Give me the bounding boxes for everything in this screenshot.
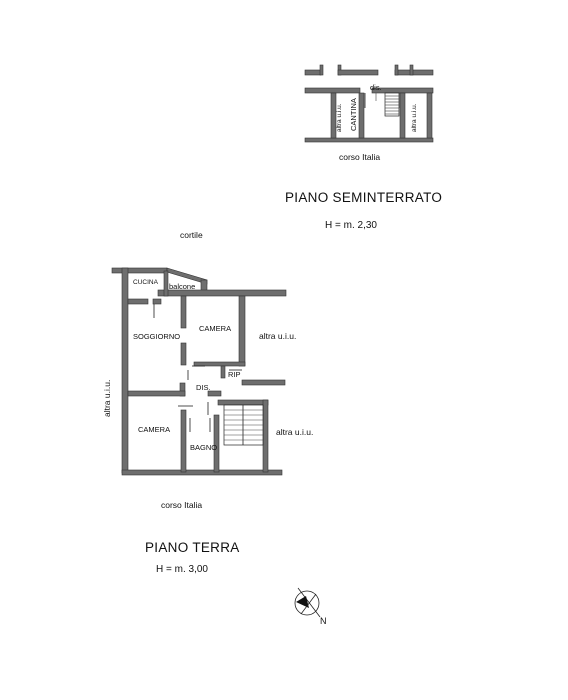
basement-wall bbox=[320, 65, 323, 75]
ground-outer-wall bbox=[242, 380, 285, 385]
basement-altra-left-label: altra u.i.u. bbox=[336, 103, 343, 132]
balcony-partition bbox=[164, 271, 168, 296]
courtyard-label: cortile bbox=[180, 230, 203, 240]
kitchen-wall bbox=[153, 299, 161, 304]
altra-right-bottom-label: altra u.i.u. bbox=[276, 427, 314, 437]
bathroom-wall bbox=[181, 410, 186, 472]
basement-wall bbox=[395, 70, 433, 75]
camera-top-wall bbox=[239, 296, 245, 366]
soggiorno-label: SOGGIORNO bbox=[133, 332, 181, 341]
ground-outer-wall bbox=[122, 268, 128, 473]
balcone-label: balcone bbox=[169, 282, 196, 291]
hall-wall bbox=[128, 391, 185, 396]
north-compass bbox=[295, 588, 327, 626]
ground-outer-wall bbox=[122, 470, 282, 475]
rip-wall bbox=[221, 366, 225, 378]
basement-wall bbox=[395, 65, 398, 75]
basement-height: H = m. 2,30 bbox=[325, 220, 377, 231]
camera-bottom-label: CAMERA bbox=[138, 425, 171, 434]
ground-street-label: corso Italia bbox=[161, 500, 203, 510]
basement-street-wall bbox=[305, 138, 433, 142]
basement-wall bbox=[305, 88, 360, 93]
rip-label: RIP bbox=[228, 370, 241, 379]
ground-title: PIANO TERRA bbox=[145, 540, 240, 555]
altra-right-top-label: altra u.i.u. bbox=[259, 331, 297, 341]
kitchen-wall bbox=[128, 299, 148, 304]
basement-dis-label: dis. bbox=[370, 83, 382, 92]
basement-wall bbox=[338, 70, 378, 75]
altra-left-label: altra u.i.u. bbox=[102, 379, 112, 417]
ground-floor-plan bbox=[102, 230, 313, 575]
stair-wall bbox=[218, 400, 268, 405]
compass-north-label: N bbox=[320, 616, 327, 626]
basement-wall bbox=[427, 93, 432, 138]
basement-wall bbox=[359, 93, 364, 138]
basement-plan bbox=[285, 65, 442, 231]
camera-top-wall bbox=[181, 343, 186, 365]
camera-top-label: CAMERA bbox=[199, 324, 232, 333]
basement-stair bbox=[385, 93, 399, 116]
ground-outer-wall bbox=[112, 268, 167, 273]
basement-cantina-label: CANTINA bbox=[349, 98, 358, 131]
basement-altra-right-label: altra u.i.u. bbox=[411, 103, 418, 132]
dis-label: DIS. bbox=[196, 383, 211, 392]
cucina-label: CUCINA bbox=[133, 279, 158, 286]
bagno-label: BAGNO bbox=[190, 443, 218, 452]
stair-wall bbox=[263, 400, 268, 472]
basement-wall bbox=[410, 65, 413, 75]
ground-height: H = m. 3,00 bbox=[156, 564, 208, 575]
basement-street-label: corso Italia bbox=[339, 152, 381, 162]
basement-wall bbox=[305, 70, 321, 75]
camera-top-wall bbox=[194, 362, 245, 366]
camera-top-wall bbox=[181, 296, 186, 328]
basement-title: PIANO SEMINTERRATO bbox=[285, 190, 443, 205]
basement-wall bbox=[400, 93, 405, 138]
